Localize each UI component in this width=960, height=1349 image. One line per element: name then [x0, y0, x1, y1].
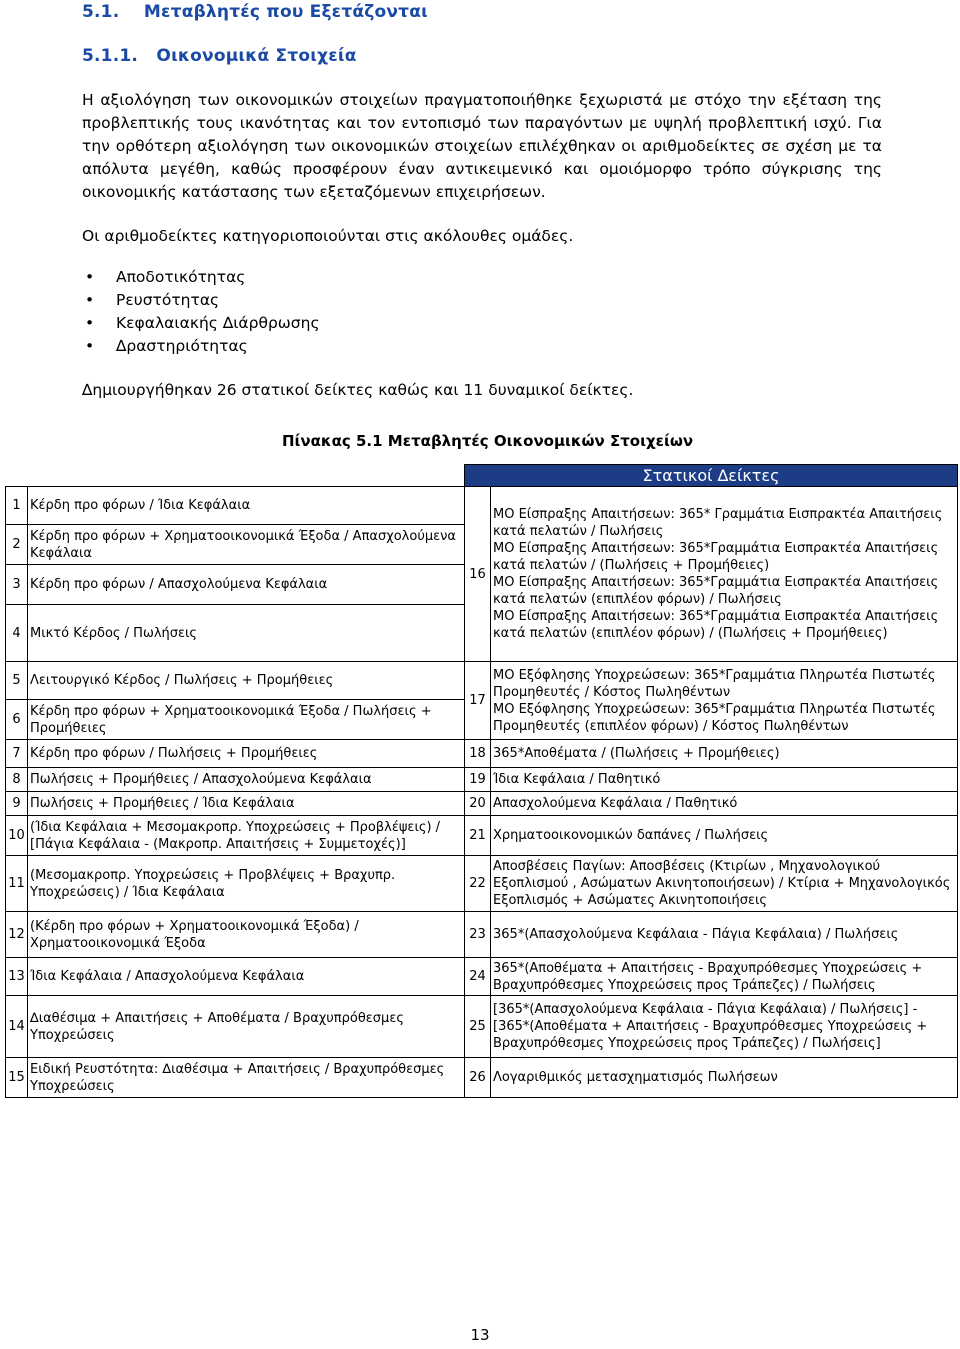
indicator-formula: Ίδια Κεφάλαια / Απασχολούµενα Κεφάλαια — [28, 958, 465, 996]
bullet-icon: • — [85, 291, 95, 309]
financial-variables-table — [5, 464, 958, 1098]
indicator-number: 19 — [465, 768, 491, 792]
indicator-number: 7 — [6, 740, 28, 768]
intro-paragraph: Η αξιολόγηση των οικονοµικών στοιχείων πραγµατοποιήθηκε ξεχωριστά µε στόχο την εξέταση της προβλεπτικής τους ικανότητας και τον εντοπισµό των παραγόντων µε υψηλή προβλεπτική ισχύ. Για την ορθότερη αξιολόγηση των οικονοµικών στοιχείων επιλέχθηκαν οι αριθµοδείκτες σε σχέση µε τα απόλυτα µεγέθη, καθώς προσφέρουν έναν αντικειµενικό και οµοιόµορφο τρόπο σύγκρισης της οικονοµικής κατάστασης των εξεταζόµενων επιχειρήσεων. — [82, 91, 882, 201]
table-row — [6, 1058, 958, 1098]
indicator-number: 14 — [6, 996, 28, 1058]
table-row — [6, 768, 958, 792]
indicator-formula: ∆ιαθέσιµα + Απαιτήσεις + Αποθέµατα / Βραχυπρόθεσµες Υποχρεώσεις — [28, 996, 465, 1058]
indicator-formula: Λειτουργικό Κέρδος / Πωλήσεις + Προµήθειες — [28, 662, 465, 700]
indicator-number: 1 — [6, 487, 28, 525]
indicator-number: 18 — [465, 740, 491, 768]
section-title: Μεταβλητές που Εξετάζονται — [143, 2, 428, 22]
indicator-formula: Κέρδη προ φόρων + Χρηµατοοικονοµικά Έξοδα / Απασχολούµενα Κεφάλαια — [28, 525, 465, 565]
row-16-formulas: ΜΟ Είσπραξης Απαιτήσεων: 365* Γραµµάτια Εισπρακτέα Απαιτήσεις κατά πελατών / Πωλήσεις ΜΟ Είσπραξης Απαιτήσεων: 365*Γραµµάτια Εισπρακτέα Απαιτήσεις κατά πελατών / (Πωλήσεις + Προµήθειες) ΜΟ Είσπραξης Απαιτήσεων: 365*Γραµµάτια Εισπρακτέα Απαιτήσεις κατά πελατών (επιπλέον φόρων) / Πωλήσεις ΜΟ Είσπραξης Απαιτήσεων: 365*Γραµµάτια Εισπρακτέα Απαιτήσεις κατά πελατών (επιπλέον φόρων) / (Πωλήσεις + Προµήθειες) — [491, 487, 958, 662]
indicator-number: 8 — [6, 768, 28, 792]
indicator-formula: (Κέρδη προ φόρων + Χρηµατοοικονοµικά Έξοδα) / Χρηµατοοικονοµικά Έξοδα — [28, 912, 465, 958]
indicator-formula: 365*(Αποθέµατα + Απαιτήσεις - Βραχυπρόθεσµες Υποχρεώσεις + Βραχυπρόθεσµες Υποχρεώσεις προς Τράπεζες) / Πωλήσεις — [491, 958, 958, 996]
table-row — [6, 792, 958, 816]
list-item: • ∆ραστηριότητας — [82, 335, 320, 358]
indicator-formula: Κέρδη προ φόρων / Ίδια Κεφάλαια — [28, 487, 465, 525]
subsection-title: Οικονοµικά Στοιχεία — [156, 46, 357, 66]
indicator-number: 9 — [6, 792, 28, 816]
indicator-number: 26 — [465, 1058, 491, 1098]
indicator-formula: Μικτό Κέρδος / Πωλήσεις — [28, 605, 465, 662]
indicator-number: 20 — [465, 792, 491, 816]
indicator-number: 10 — [6, 816, 28, 856]
table-header-row — [6, 465, 958, 487]
indicator-number: 25 — [465, 996, 491, 1058]
indicator-number: 21 — [465, 816, 491, 856]
indicator-number: 24 — [465, 958, 491, 996]
indicator-number: 13 — [6, 958, 28, 996]
bullet-icon: • — [85, 337, 95, 355]
row-16-number: 16 — [465, 487, 491, 662]
list-item: • Ρευστότητας — [82, 289, 320, 312]
indicator-formula: (Ίδια Κεφάλαια + Μεσοµακροπρ. Υποχρεώσεις + Προβλέψεις) / [Πάγια Κεφάλαια - (Μακροπρ. Απαιτήσεις + Συµµετοχές)] — [28, 816, 465, 856]
table-row — [6, 740, 958, 768]
row-17-number: 17 — [465, 662, 491, 740]
table-row — [6, 816, 958, 856]
groups-paragraph: Οι αριθµοδείκτες κατηγοριοποιούνται στις ακόλουθες οµάδες. — [82, 227, 574, 245]
indicator-groups-list — [82, 266, 320, 358]
indicator-formula: [365*(Απασχολούµενα Κεφάλαια - Πάγια Κεφάλαια) / Πωλήσεις] - [365*(Αποθέµατα + Απαιτήσεις - Βραχυπρόθεσµες Υποχρεώσεις + Βραχυπρόθεσµες Υποχρεώσεις προς Τράπεζες) / Πωλήσεις] — [491, 996, 958, 1058]
table-row — [6, 487, 958, 525]
indicator-formula: Κέρδη προ φόρων / Απασχολούµενα Κεφάλαια — [28, 565, 465, 605]
bullet-icon: • — [85, 268, 95, 286]
indicator-formula: Κέρδη προ φόρων / Πωλήσεις + Προµήθειες — [28, 740, 465, 768]
indicator-formula: 365*(Απασχολούµενα Κεφάλαια - Πάγια Κεφάλαια) / Πωλήσεις — [491, 912, 958, 958]
indicator-number: 11 — [6, 856, 28, 912]
indicator-number: 3 — [6, 565, 28, 605]
indicator-number: 22 — [465, 856, 491, 912]
indicator-formula: Λογαριθµικός µετασχηµατισµός Πωλήσεων — [491, 1058, 958, 1098]
subsection-heading — [82, 46, 357, 66]
table-row — [6, 958, 958, 996]
indicator-number: 2 — [6, 525, 28, 565]
indicator-formula: Απασχολούµενα Κεφάλαια / Παθητικό — [491, 792, 958, 816]
table-row — [6, 996, 958, 1058]
indicator-number: 5 — [6, 662, 28, 700]
row-17-formulas: ΜΟ Εξόφλησης Υποχρεώσεων: 365*Γραµµάτια Πληρωτέα Πιστωτές Προµηθευτές / Κόστος Πωληθέντων ΜΟ Εξόφλησης Υποχρεώσεων: 365*Γραµµάτια Πληρωτέα Πιστωτές Προµηθευτές (επιπλέον φόρων) / Κόστος Πωληθέντων — [491, 662, 958, 740]
table-row — [6, 912, 958, 958]
indicator-formula: (Μεσοµακροπρ. Υποχρεώσεις + Προβλέψεις + Βραχυπρ. Υποχρεώσεις) / Ίδια Κεφάλαια — [28, 856, 465, 912]
section-number: 5.1. — [82, 2, 120, 22]
indicator-number: 12 — [6, 912, 28, 958]
table-caption: Πίνακας 5.1 Μεταβλητές Οικονοµικών Στοιχείων — [282, 432, 694, 450]
indicator-formula: Ειδική Ρευστότητα: ∆ιαθέσιµα + Απαιτήσεις / Βραχυπρόθεσµες Υποχρεώσεις — [28, 1058, 465, 1098]
indicator-formula: Πωλήσεις + Προµήθειες / Απασχολούµενα Κεφάλαια — [28, 768, 465, 792]
indicator-number: 23 — [465, 912, 491, 958]
indicator-formula: Χρηµατοοικονοµικών δαπάνες / Πωλήσεις — [491, 816, 958, 856]
indicator-formula: Πωλήσεις + Προµήθειες / Ίδια Κεφάλαια — [28, 792, 465, 816]
table-row — [6, 662, 958, 700]
bullet-icon: • — [85, 314, 95, 332]
subsection-number: 5.1.1. — [82, 46, 139, 66]
indicator-number: 6 — [6, 700, 28, 740]
list-item: • Αποδοτικότητας — [82, 266, 320, 289]
list-item: • Κεφαλαιακής ∆ιάρθρωσης — [82, 312, 320, 335]
indicator-formula: Κέρδη προ φόρων + Χρηµατοοικονοµικά Έξοδα / Πωλήσεις + Προµήθειες — [28, 700, 465, 740]
indicator-formula: Ίδια Κεφάλαια / Παθητικό — [491, 768, 958, 792]
page-number: 13 — [470, 1326, 490, 1344]
indicator-formula: 365*Αποθέµατα / (Πωλήσεις + Προµήθειες) — [491, 740, 958, 768]
section-heading — [82, 2, 428, 22]
table-header: Στατικοί ∆είκτες — [465, 465, 958, 487]
indicator-formula: Αποσβέσεις Παγίων: Αποσβέσεις (Κτιρίων , Μηχανολογικού Εξοπλισµού , Ασώµατων Ακινητοποιήσεων) / Κτίρια + Μηχανολογικός Εξοπλισµός + Ασώµατες Ακινητοποιήσεις — [491, 856, 958, 912]
summary-paragraph: ∆ηµιουργήθηκαν 26 στατικοί δείκτες καθώς και 11 δυναµικοί δείκτες. — [82, 381, 634, 399]
indicator-number: 15 — [6, 1058, 28, 1098]
table-row — [6, 856, 958, 912]
indicator-number: 4 — [6, 605, 28, 662]
